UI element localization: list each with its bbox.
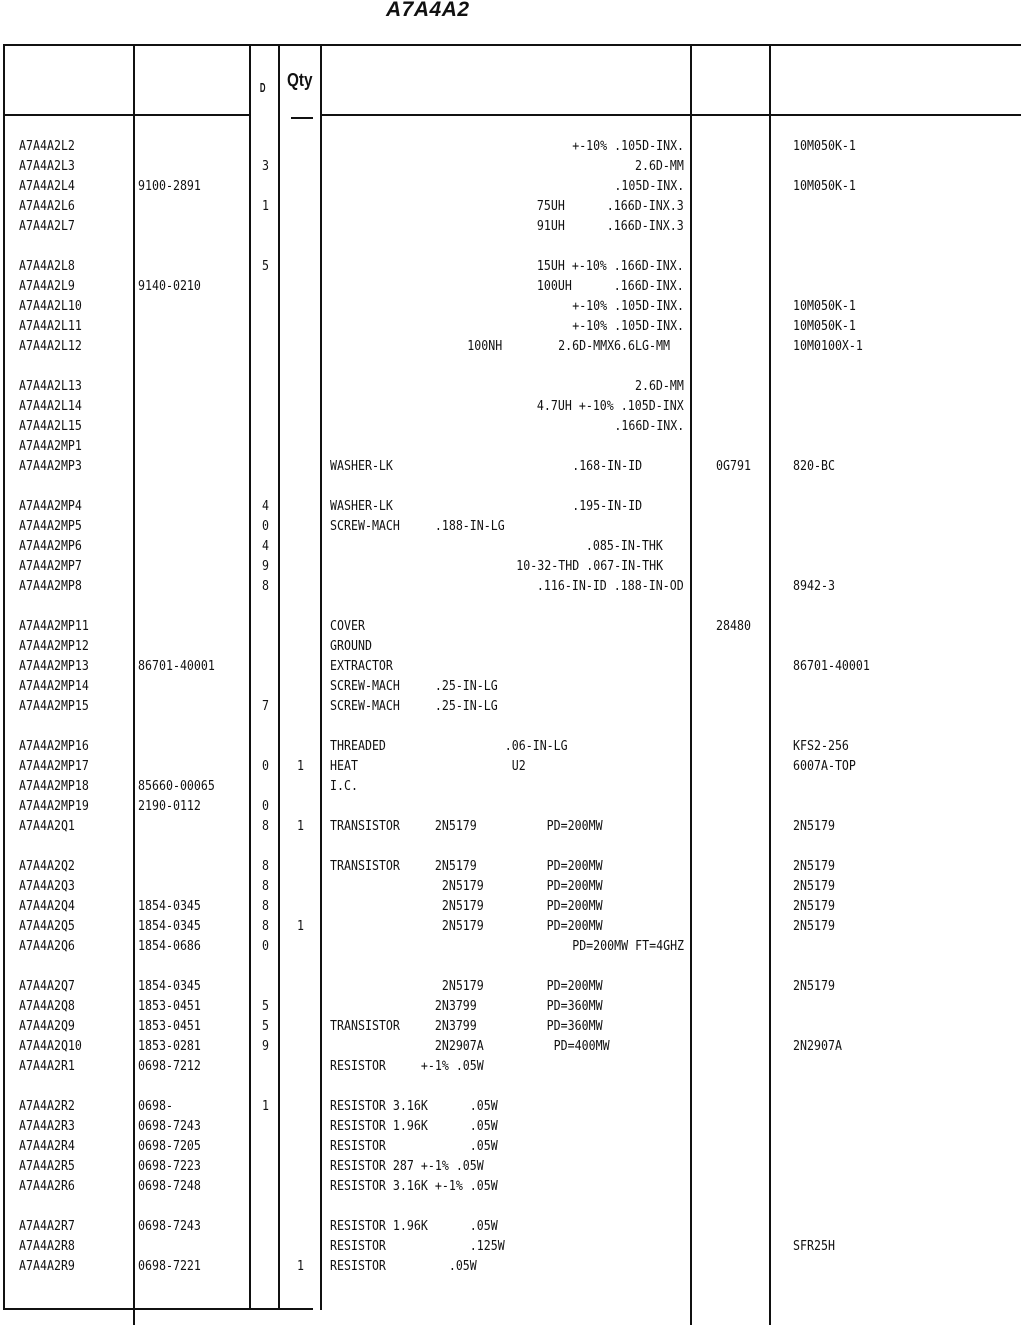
ref-cell: A7A4A2R2: [19, 1098, 75, 1114]
description-cell: COVER: [330, 618, 365, 634]
ref-cell: A7A4A2R5: [19, 1158, 75, 1174]
ref-cell: A7A4A2L4: [19, 178, 75, 194]
ref-cell: A7A4A2R1: [19, 1058, 75, 1074]
ref-cell: A7A4A2L13: [19, 378, 82, 394]
check-digit-cell: 5: [262, 998, 270, 1014]
ref-cell: A7A4A2L2: [19, 138, 75, 154]
table-row: [0, 816, 1021, 836]
mfr-part-number-cell: 2N5179: [793, 898, 835, 914]
mfr-part-number-cell: 2N5179: [793, 978, 835, 994]
ref-cell: A7A4A2MP4: [19, 498, 82, 514]
check-digit-cell: 0: [262, 798, 270, 814]
table-row: [0, 1096, 1021, 1116]
table-row: [0, 1176, 1021, 1196]
check-digit-cell: 8: [262, 898, 270, 914]
description-detail-cell: 15UH +-10% .166D-INX.: [537, 258, 684, 274]
mfr-part-number-cell: 10M050K-1: [793, 138, 856, 154]
table-row: [0, 136, 1021, 156]
description-detail-cell: 4.7UH +-10% .105D-INX: [537, 398, 684, 414]
description-cell: RESISTOR 3.16K +-1% .05W: [330, 1178, 498, 1194]
table-row: [0, 616, 1021, 636]
part-number-cell: 0698-7243: [138, 1118, 201, 1134]
check-digit-cell: 9: [262, 558, 270, 574]
mfr-part-number-cell: 2N5179: [793, 878, 835, 894]
ref-cell: A7A4A2L3: [19, 158, 75, 174]
qty-cell: 1: [297, 758, 305, 774]
qty-cell: 1: [297, 1258, 305, 1274]
ref-cell: A7A4A2Q7: [19, 978, 75, 994]
table-row: [0, 396, 1021, 416]
table-row: [0, 1216, 1021, 1236]
part-number-cell: 86701-40001: [138, 658, 215, 674]
table-row: [0, 796, 1021, 816]
header-qty: Qty: [287, 70, 313, 90]
description-cell: 2N5179 PD=200MW: [330, 978, 603, 994]
table-row: [0, 176, 1021, 196]
description-cell: RESISTOR 1.96K .05W: [330, 1218, 498, 1234]
table-row: [0, 1036, 1021, 1056]
part-number-cell: 1854-0345: [138, 898, 201, 914]
table-row: [0, 996, 1021, 1016]
check-digit-cell: 4: [262, 498, 270, 514]
part-number-cell: 0698-7221: [138, 1258, 201, 1274]
description-detail-cell: 2.6D-MM: [635, 378, 684, 394]
description-cell: WASHER-LK: [330, 458, 393, 474]
ref-cell: A7A4A2MP14: [19, 678, 89, 694]
table-row: [0, 316, 1021, 336]
check-digit-cell: 5: [262, 1018, 270, 1034]
mfr-part-number-cell: 10M0100X-1: [793, 338, 863, 354]
ref-cell: A7A4A2R3: [19, 1118, 75, 1134]
description-cell: HEAT U2: [330, 758, 526, 774]
mfr-part-number-cell: 2N5179: [793, 858, 835, 874]
description-detail-cell: 10-32-THD .067-IN-THK: [516, 558, 684, 574]
check-digit-cell: 3: [262, 158, 270, 174]
description-cell: I.C.: [330, 778, 358, 794]
table-row: [0, 736, 1021, 756]
ref-cell: A7A4A2L9: [19, 278, 75, 294]
description-cell: RESISTOR 287 +-1% .05W: [330, 1158, 484, 1174]
part-number-cell: 85660-00065: [138, 778, 215, 794]
ref-cell: A7A4A2L7: [19, 218, 75, 234]
mfr-part-number-cell: 2N5179: [793, 818, 835, 834]
mfr-part-number-cell: 2N5179: [793, 918, 835, 934]
table-row: [0, 1136, 1021, 1156]
table-row: [0, 496, 1021, 516]
table-row: [0, 676, 1021, 696]
description-cell: WASHER-LK: [330, 498, 393, 514]
ref-cell: A7A4A2L8: [19, 258, 75, 274]
table-row: [0, 1116, 1021, 1136]
part-number-cell: 0698-7243: [138, 1218, 201, 1234]
qty-cell: 1: [297, 818, 305, 834]
table-row: [0, 416, 1021, 436]
ref-cell: A7A4A2R9: [19, 1258, 75, 1274]
description-cell: 2N2907A PD=400MW: [330, 1038, 610, 1054]
check-digit-cell: 0: [262, 758, 270, 774]
ref-cell: A7A4A2MP3: [19, 458, 82, 474]
part-number-cell: 2190-0112: [138, 798, 201, 814]
check-digit-cell: 7: [262, 698, 270, 714]
table-row: [0, 876, 1021, 896]
mfr-part-number-cell: 10M050K-1: [793, 178, 856, 194]
ref-cell: A7A4A2Q3: [19, 878, 75, 894]
ref-cell: A7A4A2MP18: [19, 778, 89, 794]
table-row: [0, 156, 1021, 176]
ref-cell: A7A4A2MP8: [19, 578, 82, 594]
check-digit-cell: 8: [262, 578, 270, 594]
check-digit-cell: 0: [262, 938, 270, 954]
table-row: [0, 936, 1021, 956]
ref-cell: A7A4A2Q4: [19, 898, 75, 914]
table-row: [0, 1256, 1021, 1276]
ref-cell: A7A4A2MP11: [19, 618, 89, 634]
page-title: A7A4A2: [386, 0, 470, 21]
mfr-part-number-cell: 6007A-TOP: [793, 758, 856, 774]
ref-cell: A7A4A2R8: [19, 1238, 75, 1254]
description-cell: GROUND: [330, 638, 372, 654]
table-row: [0, 636, 1021, 656]
description-detail-cell: +-10% .105D-INX.: [572, 138, 684, 154]
mfr-part-number-cell: 10M050K-1: [793, 318, 856, 334]
table-row: [0, 336, 1021, 356]
check-digit-cell: 8: [262, 858, 270, 874]
table-row: [0, 376, 1021, 396]
description-cell: SCREW-MACH .188-IN-LG: [330, 518, 505, 534]
description-detail-cell: .116-IN-ID .188-IN-OD: [537, 578, 684, 594]
ref-cell: A7A4A2MP1: [19, 438, 82, 454]
table-row: [0, 516, 1021, 536]
part-number-cell: 9140-0210: [138, 278, 201, 294]
part-number-cell: 1853-0281: [138, 1038, 201, 1054]
table-row: [0, 656, 1021, 676]
description-detail-cell: .195-IN-ID: [572, 498, 684, 514]
mfr-part-number-cell: SFR25H: [793, 1238, 835, 1254]
description-detail-cell: +-10% .105D-INX.: [572, 318, 684, 334]
table-row: [0, 976, 1021, 996]
check-digit-cell: 0: [262, 518, 270, 534]
description-cell: TRANSISTOR 2N3799 PD=360MW: [330, 1018, 603, 1034]
ref-cell: A7A4A2MP19: [19, 798, 89, 814]
description-cell: RESISTOR 1.96K .05W: [330, 1118, 498, 1134]
ref-cell: A7A4A2MP17: [19, 758, 89, 774]
description-detail-cell: 100NH 2.6D-MMX6.6LG-MM: [467, 338, 684, 354]
table-row: [0, 916, 1021, 936]
ref-cell: A7A4A2MP6: [19, 538, 82, 554]
table-row: [0, 776, 1021, 796]
description-cell: RESISTOR +-1% .05W: [330, 1058, 484, 1074]
header-cd: D: [259, 80, 266, 95]
table-row: [0, 196, 1021, 216]
description-detail-cell: 75UH .166D-INX.3: [537, 198, 684, 214]
part-number-cell: 1853-0451: [138, 998, 201, 1014]
part-number-cell: 0698-: [138, 1098, 173, 1114]
description-cell: THREADED .06-IN-LG: [330, 738, 568, 754]
ref-cell: A7A4A2L14: [19, 398, 82, 414]
ref-cell: A7A4A2L11: [19, 318, 82, 334]
description-detail-cell: .166D-INX.: [614, 418, 684, 434]
ref-cell: A7A4A2Q6: [19, 938, 75, 954]
description-detail-cell: .105D-INX.: [614, 178, 684, 194]
table-row: [0, 576, 1021, 596]
mfr-part-number-cell: 10M050K-1: [793, 298, 856, 314]
mfr-part-number-cell: 820-BC: [793, 458, 835, 474]
mfr-part-number-cell: 2N2907A: [793, 1038, 842, 1054]
check-digit-cell: 9: [262, 1038, 270, 1054]
description-detail-cell: 2.6D-MM: [635, 158, 684, 174]
table-row: [0, 296, 1021, 316]
part-number-cell: 1853-0451: [138, 1018, 201, 1034]
part-number-cell: 0698-7223: [138, 1158, 201, 1174]
description-cell: 2N5179 PD=200MW: [330, 898, 603, 914]
table-row: [0, 696, 1021, 716]
qty-cell: 1: [297, 918, 305, 934]
part-number-cell: 0698-7248: [138, 1178, 201, 1194]
ref-cell: A7A4A2L12: [19, 338, 82, 354]
ref-cell: A7A4A2MP16: [19, 738, 89, 754]
ref-cell: A7A4A2MP13: [19, 658, 89, 674]
table-row: [0, 556, 1021, 576]
table-row: [0, 896, 1021, 916]
ref-cell: A7A4A2R7: [19, 1218, 75, 1234]
table-row: [0, 1016, 1021, 1036]
description-cell: 2N5179 PD=200MW: [330, 878, 603, 894]
check-digit-cell: 8: [262, 918, 270, 934]
table-row: [0, 1156, 1021, 1176]
description-cell: SCREW-MACH .25-IN-LG: [330, 698, 498, 714]
ref-cell: A7A4A2L10: [19, 298, 82, 314]
ref-cell: A7A4A2Q2: [19, 858, 75, 874]
check-digit-cell: 5: [262, 258, 270, 274]
part-number-cell: 9100-2891: [138, 178, 201, 194]
ref-cell: A7A4A2R4: [19, 1138, 75, 1154]
check-digit-cell: 4: [262, 538, 270, 554]
description-cell: TRANSISTOR 2N5179 PD=200MW: [330, 858, 603, 874]
ref-cell: A7A4A2R6: [19, 1178, 75, 1194]
check-digit-cell: 1: [262, 198, 270, 214]
description-detail-cell: 91UH .166D-INX.3: [537, 218, 684, 234]
ref-cell: A7A4A2L6: [19, 198, 75, 214]
description-detail-cell: .168-IN-ID: [572, 458, 684, 474]
ref-cell: A7A4A2Q1: [19, 818, 75, 834]
description-cell: RESISTOR .05W: [330, 1258, 477, 1274]
part-number-cell: 0698-7205: [138, 1138, 201, 1154]
description-detail-cell: PD=200MW FT=4GHZ: [572, 938, 684, 954]
mfr-part-number-cell: 86701-40001: [793, 658, 870, 674]
table-row: [0, 276, 1021, 296]
table-row: [0, 256, 1021, 276]
ref-cell: A7A4A2L15: [19, 418, 82, 434]
ref-cell: A7A4A2Q9: [19, 1018, 75, 1034]
part-number-cell: 1854-0345: [138, 978, 201, 994]
description-detail-cell: 100UH .166D-INX.: [537, 278, 684, 294]
description-cell: RESISTOR 3.16K .05W: [330, 1098, 498, 1114]
ref-cell: A7A4A2Q8: [19, 998, 75, 1014]
part-number-cell: 0698-7212: [138, 1058, 201, 1074]
mfr-code-cell: 0G791: [716, 458, 751, 474]
description-cell: RESISTOR .125W: [330, 1238, 505, 1254]
table-row: [0, 456, 1021, 476]
description-cell: RESISTOR .05W: [330, 1138, 498, 1154]
table-row: [0, 216, 1021, 236]
check-digit-cell: 8: [262, 818, 270, 834]
check-digit-cell: 1: [262, 1098, 270, 1114]
table-row: [0, 856, 1021, 876]
description-detail-cell: +-10% .105D-INX.: [572, 298, 684, 314]
part-number-cell: 1854-0686: [138, 938, 201, 954]
table-row: [0, 1236, 1021, 1256]
ref-cell: A7A4A2Q10: [19, 1038, 82, 1054]
table-row: [0, 436, 1021, 456]
description-cell: EXTRACTOR: [330, 658, 393, 674]
mfr-part-number-cell: KFS2-256: [793, 738, 849, 754]
ref-cell: A7A4A2MP5: [19, 518, 82, 534]
description-cell: SCREW-MACH .25-IN-LG: [330, 678, 498, 694]
table-row: [0, 756, 1021, 776]
check-digit-cell: 8: [262, 878, 270, 894]
table-row: [0, 1056, 1021, 1076]
ref-cell: A7A4A2MP12: [19, 638, 89, 654]
ref-cell: A7A4A2Q5: [19, 918, 75, 934]
description-cell: TRANSISTOR 2N5179 PD=200MW: [330, 818, 603, 834]
description-detail-cell: .085-IN-THK: [586, 538, 684, 554]
description-cell: 2N3799 PD=360MW: [330, 998, 603, 1014]
ref-cell: A7A4A2MP15: [19, 698, 89, 714]
mfr-code-cell: 28480: [716, 618, 751, 634]
description-cell: 2N5179 PD=200MW: [330, 918, 603, 934]
table-row: [0, 536, 1021, 556]
ref-cell: A7A4A2MP7: [19, 558, 82, 574]
part-number-cell: 1854-0345: [138, 918, 201, 934]
mfr-part-number-cell: 8942-3: [793, 578, 835, 594]
